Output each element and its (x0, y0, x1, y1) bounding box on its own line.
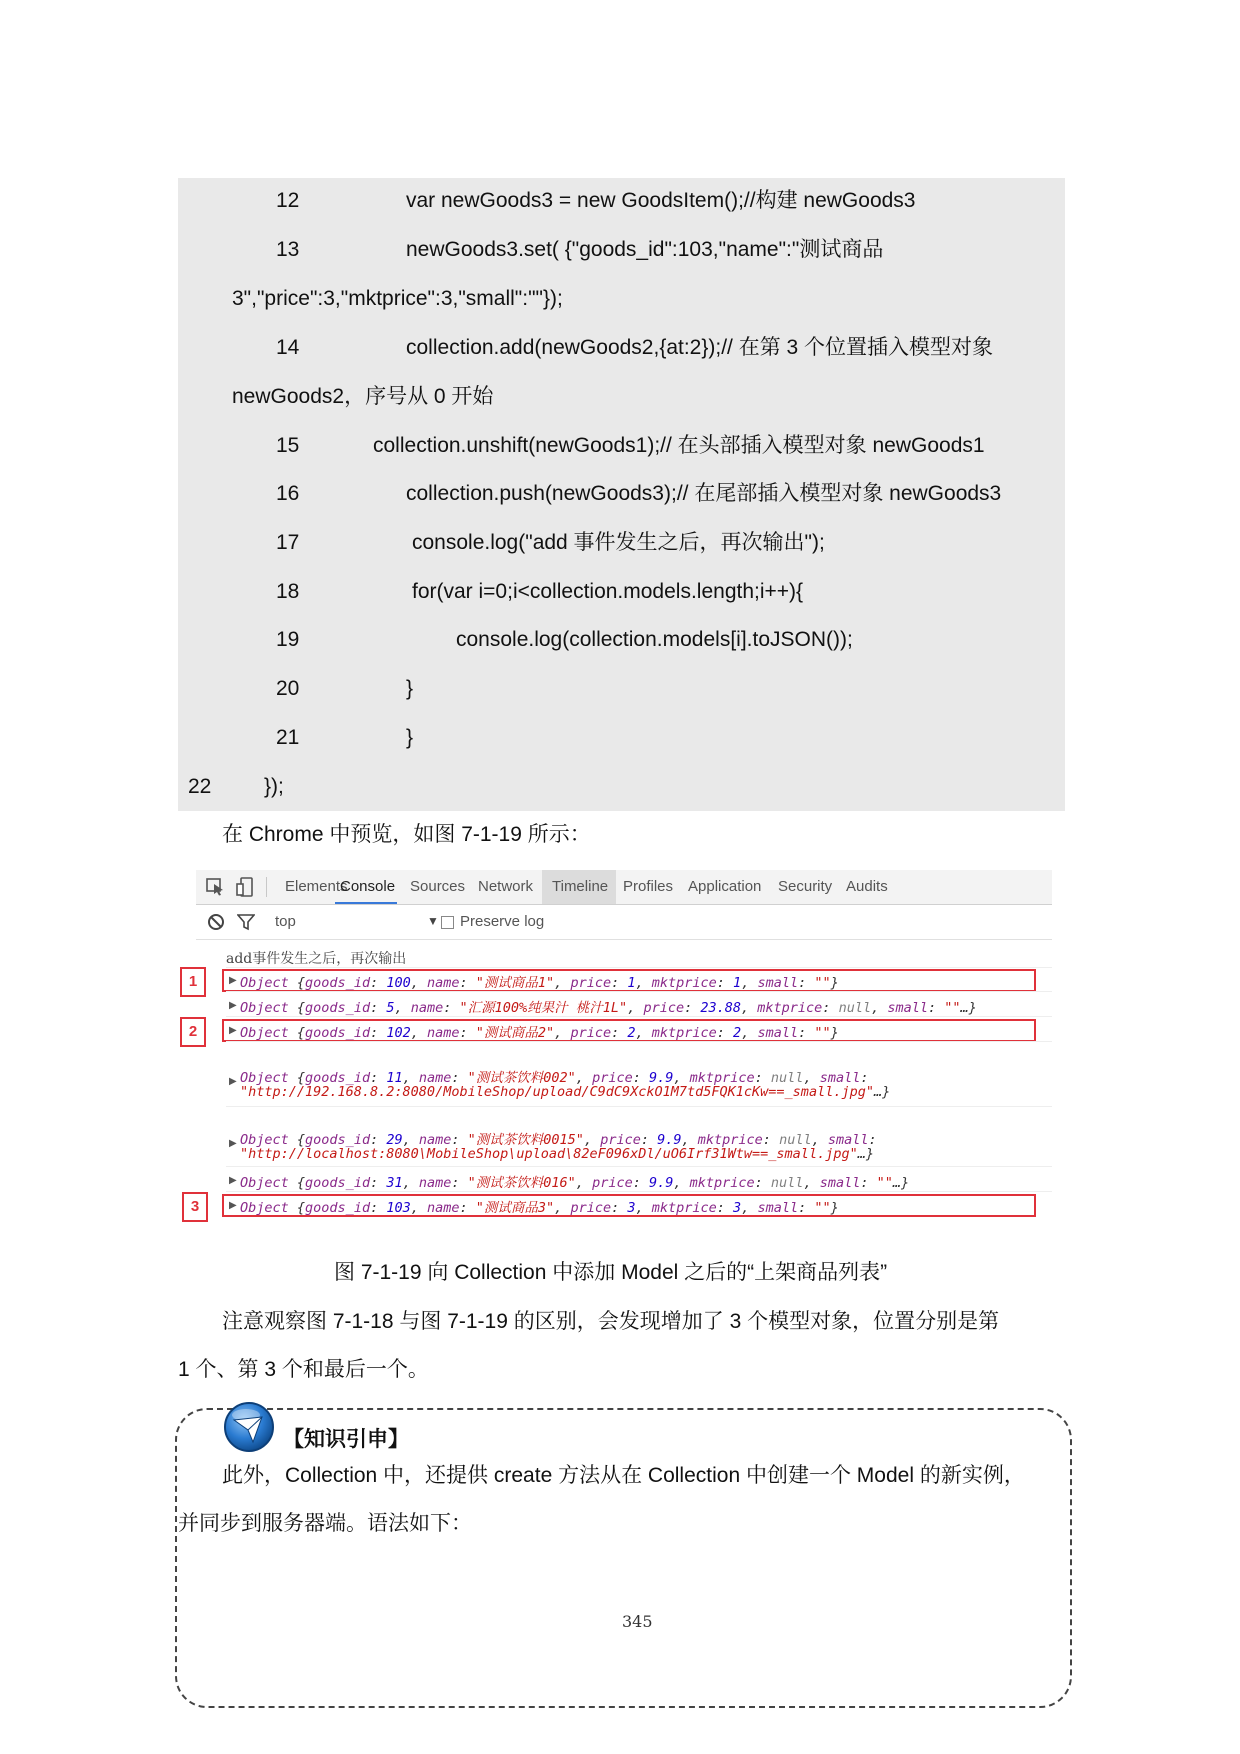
expand-triangle-icon[interactable]: ▶ (229, 975, 237, 986)
line-number: 22 (188, 775, 212, 798)
code-line-wrap: newGoods2，序号从 0 开始 (232, 385, 494, 408)
tab-network[interactable]: Network (478, 878, 534, 895)
row-separator (226, 1106, 1052, 1107)
code-line: console.log(collection.models[i].toJSON()); (456, 628, 853, 651)
line-number: 17 (276, 531, 300, 554)
tab-security[interactable]: Security (778, 878, 833, 895)
line-number: 14 (276, 336, 300, 359)
expand-triangle-icon[interactable]: ▶ (229, 1025, 237, 1036)
intro-paragraph: 在 Chrome 中预览，如图 7-1-19 所示： (222, 823, 591, 846)
row-separator (226, 1166, 1052, 1167)
code-line: for(var i=0;i<collection.models.length;i++){ (412, 580, 804, 603)
console-object-row[interactable]: Object {goods_id: 100, name: "测试商品1", price: 1, mktprice: 1, small: ""} (240, 975, 839, 991)
context-selector[interactable]: top (275, 913, 296, 930)
marker-3: 3 (182, 1192, 208, 1222)
knowledge-text-cont: 并同步到服务器端。语法如下： (178, 1512, 472, 1535)
console-log-header: add事件发生之后，再次输出 (226, 951, 407, 967)
devtools-toolbar (196, 870, 1052, 905)
note-paragraph-cont: 1 个、第 3 个和最后一个。 (178, 1358, 429, 1381)
knowledge-box (175, 1408, 1072, 1708)
expand-triangle-icon[interactable]: ▶ (229, 1138, 237, 1149)
code-line: } (406, 677, 414, 700)
marker-2: 2 (180, 1017, 206, 1047)
inspect-icon[interactable] (206, 878, 226, 896)
note-paragraph: 注意观察图 7-1-18 与图 7-1-19 的区别，会发现增加了 3 个模型对象，位置分别是第 (222, 1310, 1000, 1333)
row-separator (226, 1191, 1052, 1192)
page-number: 345 (622, 1612, 653, 1631)
code-line: newGoods3.set( {"goods_id":103,"name":"测试商品 (406, 238, 884, 261)
console-object-row[interactable]: Object {goods_id: 29, name: "测试茶饮料0015", price: 9.9, mktprice: null, small: (240, 1132, 877, 1148)
line-number: 18 (276, 580, 300, 603)
knowledge-badge-icon (222, 1400, 276, 1454)
expand-triangle-icon[interactable]: ▶ (229, 1076, 237, 1087)
console-object-row[interactable]: Object {goods_id: 11, name: "测试茶饮料002", price: 9.9, mktprice: null, small: (240, 1070, 869, 1086)
code-line-wrap: 3","price":3,"mktprice":3,"small":""}); (232, 287, 563, 310)
tab-elements[interactable]: Elements (285, 878, 348, 895)
code-line: } (406, 726, 414, 749)
active-tab-indicator (335, 902, 397, 904)
expand-triangle-icon[interactable]: ▶ (229, 1175, 237, 1186)
row-separator (226, 1041, 1052, 1042)
tab-audits[interactable]: Audits (846, 878, 888, 895)
code-line: var newGoods3 = new GoodsItem();//构建 newGoods3 (406, 189, 916, 212)
line-number: 13 (276, 238, 300, 261)
line-number: 21 (276, 726, 300, 749)
code-line: }); (264, 775, 284, 798)
figure-caption: 图 7-1-19 向 Collection 中添加 Model 之后的“上架商品列表” (334, 1261, 888, 1284)
checkbox-icon[interactable] (441, 916, 454, 929)
console-object-row-cont: "http://192.168.8.2:8080/MobileShop/upload/C9dC9XckO1M7td5FQK1cKw==_small.jpg"…} (240, 1084, 891, 1100)
clear-console-icon[interactable] (207, 913, 225, 931)
expand-triangle-icon[interactable]: ▶ (229, 1000, 237, 1011)
row-separator (226, 991, 1052, 992)
line-number: 12 (276, 189, 300, 212)
row-separator (226, 967, 1052, 968)
code-line: collection.add(newGoods2,{at:2});// 在第 3 个位置插入模型对象 (406, 336, 994, 359)
console-object-row[interactable]: Object {goods_id: 5, name: "汇源100%纯果汁 桃汁1L", price: 23.88, mktprice: null, small: ""…} (240, 1000, 977, 1016)
code-line: collection.unshift(newGoods1);// 在头部插入模型对象 newGoods1 (373, 434, 985, 457)
line-number: 16 (276, 482, 300, 505)
devtools-screenshot (196, 870, 1052, 1240)
console-object-row[interactable]: Object {goods_id: 103, name: "测试商品3", price: 3, mktprice: 3, small: ""} (240, 1200, 839, 1216)
line-number: 15 (276, 434, 300, 457)
knowledge-title: 【知识引申】 (283, 1427, 409, 1451)
tab-console[interactable]: Console (340, 878, 396, 895)
tab-application[interactable]: Application (688, 878, 762, 895)
console-filter-bar (196, 905, 1052, 940)
toolbar-divider (266, 877, 267, 897)
line-number: 19 (276, 628, 300, 651)
dropdown-arrow-icon[interactable]: ▼ (427, 914, 439, 928)
line-number: 20 (276, 677, 300, 700)
tab-profiles[interactable]: Profiles (623, 878, 674, 895)
row-separator (226, 1016, 1052, 1017)
code-line: collection.push(newGoods3);// 在尾部插入模型对象 newGoods3 (406, 482, 1002, 505)
marker-1: 1 (180, 967, 206, 997)
tab-timeline[interactable]: Timeline (552, 878, 609, 895)
code-line: console.log("add 事件发生之后，再次输出"); (412, 531, 825, 554)
console-object-row-cont: "http://localhost:8080\MobileShop\upload\82eF096xDl/uO6Irf31Wtw==_small.jpg"…} (240, 1146, 874, 1162)
filter-icon[interactable] (237, 914, 255, 931)
knowledge-text: 此外，Collection 中，还提供 create 方法从在 Collection 中创建一个 Model 的新实例， (222, 1464, 1025, 1487)
console-object-row[interactable]: Object {goods_id: 31, name: "测试茶饮料016", price: 9.9, mktprice: null, small: ""…} (240, 1175, 910, 1191)
preserve-log-label[interactable]: Preserve log (460, 913, 545, 930)
console-object-row[interactable]: Object {goods_id: 102, name: "测试商品2", price: 2, mktprice: 2, small: ""} (240, 1025, 839, 1041)
tab-sources[interactable]: Sources (410, 878, 466, 895)
device-icon[interactable] (236, 877, 254, 897)
expand-triangle-icon[interactable]: ▶ (229, 1200, 237, 1211)
